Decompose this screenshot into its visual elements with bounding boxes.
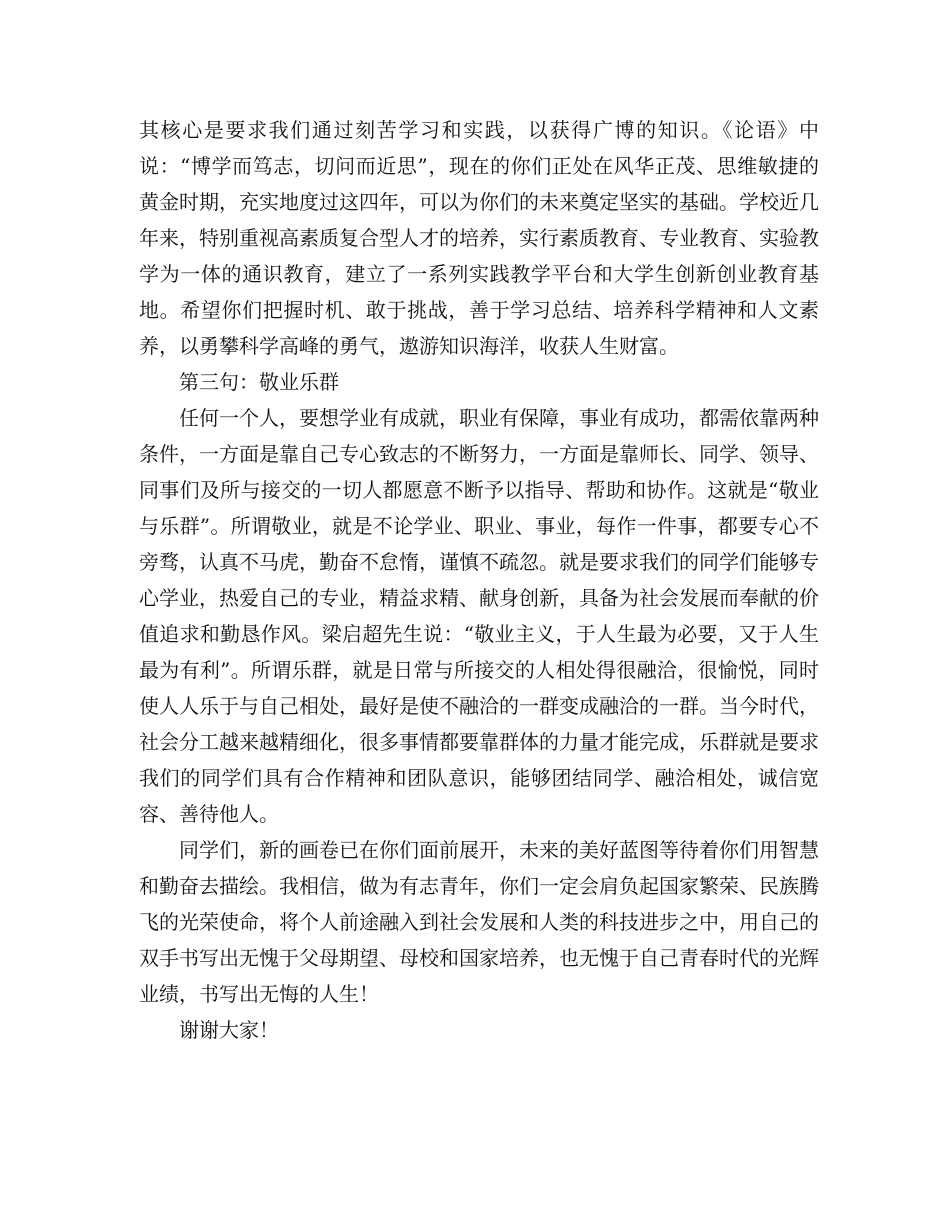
paragraph-closing: 同学们，新的画卷已在你们面前展开，未来的美好蓝图等待着你们用智慧和勤奋去描绘。我相信，做为有志青年，你们一定会肩负起国家繁荣、民族腾飞的光荣使命，将个人前途融入到社会发展和人类的科技进步之中，用自己的双手书写出无愧于父母期望、母校和国家培养，也无愧于自己青春时代的光辉业绩，书写出无悔的人生！ — [139, 838, 819, 1006]
section-heading-third: 第三句：敬业乐群 — [179, 370, 339, 394]
paragraph-knowledge: 其核心是要求我们通过刻苦学习和实践，以获得广博的知识。《论语》中说：“博学而笃志，切问而近思”，现在的你们正处在风华正茂、思维敏捷的黄金时期，充实地度过这四年，可以为你们的未来奠定坚实的基础。学校近几年来，特别重视高素质复合型人才的培养，实行素质教育、专业教育、实验教学为一体的通识教育，建立了一系列实践教学平台和大学生创新创业教育基地。希望你们把握时机、敢于挑战，善于学习总结、培养科学精神和人文素养，以勇攀科学高峰的勇气，遨游知识海洋，收获人生财富。 — [139, 118, 819, 358]
document-body — [139, 112, 819, 1048]
paragraph-thanks: 谢谢大家！ — [179, 1018, 279, 1042]
paragraph-dedication: 任何一个人，要想学业有成就，职业有保障，事业有成功，都需依靠两种条件，一方面是靠自己专心致志的不断努力，一方面是靠师长、同学、领导、同事们及所与接交的一切人都愿意不断予以指导、帮助和协作。这就是“敬业与乐群”。所谓敬业，就是不论学业、职业、事业，每作一件事，都要专心不旁骛，认真不马虎，勤奋不怠惰，谨慎不疏忽。就是要求我们的同学们能够专心学业，热爱自己的专业，精益求精、献身创新，具备为社会发展而奉献的价值追求和勤恳作风。梁启超先生说：“敬业主义，于人生最为必要，又于人生最为有利”。所谓乐群，就是日常与所接交的人相处得很融洽，很愉悦，同时使人人乐于与自己相处，最好是使不融洽的一群变成融洽的一群。当今时代，社会分工越来越精细化，很多事情都要靠群体的力量才能完成，乐群就是要求我们的同学们具有合作精神和团队意识，能够团结同学、融洽相处，诚信宽容、善待他人。 — [139, 406, 819, 826]
